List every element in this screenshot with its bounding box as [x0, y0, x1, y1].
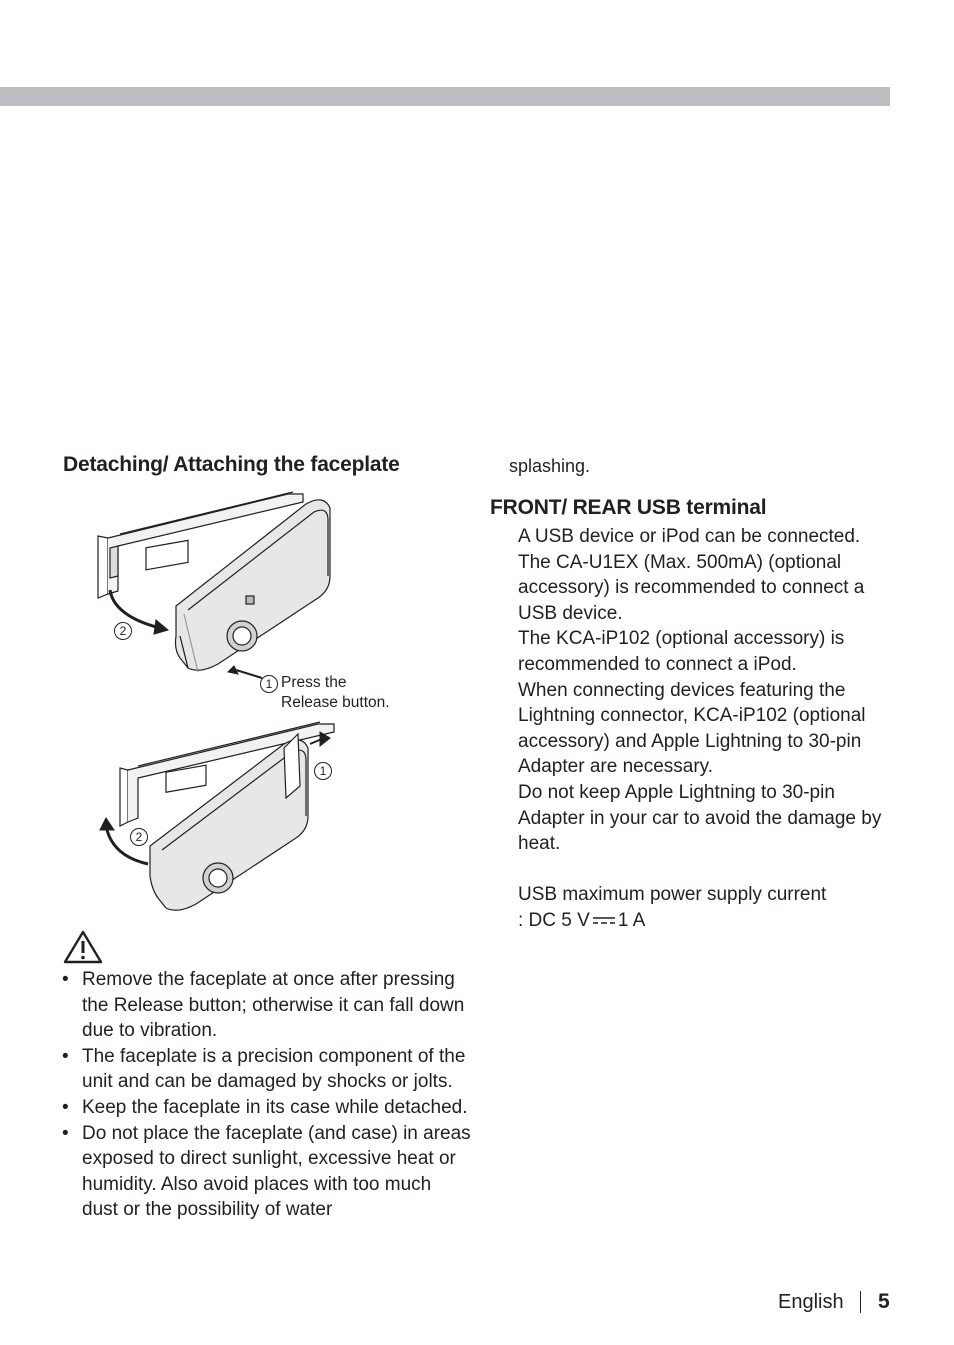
usb-description — [518, 524, 898, 934]
section-heading-faceplate: Detaching/ Attaching the faceplate — [63, 453, 400, 476]
usb-paragraph: When connecting devices featuring the Lightning connector, KCA-iP102 (optional accessory) and Apple Lightning to 30-pin Adapter are necessary. — [518, 679, 866, 778]
list-item: • Keep the faceplate in its case while detached. — [62, 1095, 472, 1121]
power-line1: USB maximum power supply current — [518, 884, 827, 906]
usb-paragraph: The KCA-iP102 (optional accessory) is recommended to connect a iPod. — [518, 628, 845, 675]
dc-current-icon — [592, 915, 616, 927]
step-marker-2-lower: 2 — [130, 828, 148, 846]
section-heading-usb: FRONT/ REAR USB terminal — [490, 496, 767, 519]
power-line2: : DC 5 V 1 A — [518, 909, 646, 931]
list-item: • The faceplate is a precision component of the unit and can be damaged by shocks or jolts. — [62, 1045, 466, 1093]
caution-list — [62, 967, 472, 1223]
bullet-marker: • — [62, 1122, 69, 1144]
usb-paragraph: The CA-U1EX (Max. 500mA) (optional accessory) is recommended to connect a USB device. — [518, 551, 865, 624]
usb-paragraph: A USB device or iPod can be connected. — [518, 526, 861, 547]
step-marker-2: 2 — [114, 622, 132, 640]
page-number: 5 — [878, 1290, 890, 1313]
continuation-text: splashing. — [509, 456, 591, 476]
usb-paragraph: Do not keep Apple Lightning to 30-pin Adapter in your car to avoid the damage by heat. — [518, 781, 882, 855]
warning-triangle-icon — [63, 930, 103, 964]
figure-caption-line1: Press the — [281, 674, 347, 691]
bullet-marker: • — [62, 1045, 69, 1067]
list-item: • Do not place the faceplate (and case) in areas exposed to direct sunlight, excessive heat or humidity. Also avoid places with too much dust or the possibility of water — [62, 1122, 471, 1221]
faceplate-illustration — [88, 486, 418, 926]
bullet-marker: • — [62, 969, 69, 990]
figure-caption-line2: Release button. — [281, 694, 390, 711]
bullet-marker: • — [62, 1096, 69, 1118]
footer-divider — [860, 1291, 861, 1313]
list-item: • Remove the faceplate at once after pressing the Release button; otherwise it can fall down due to vibration. — [62, 969, 465, 1042]
header-bar — [0, 87, 890, 106]
footer-language: English — [778, 1291, 844, 1313]
step-marker-1: 1 — [260, 675, 278, 693]
step-marker-1-lower: 1 — [314, 762, 332, 780]
